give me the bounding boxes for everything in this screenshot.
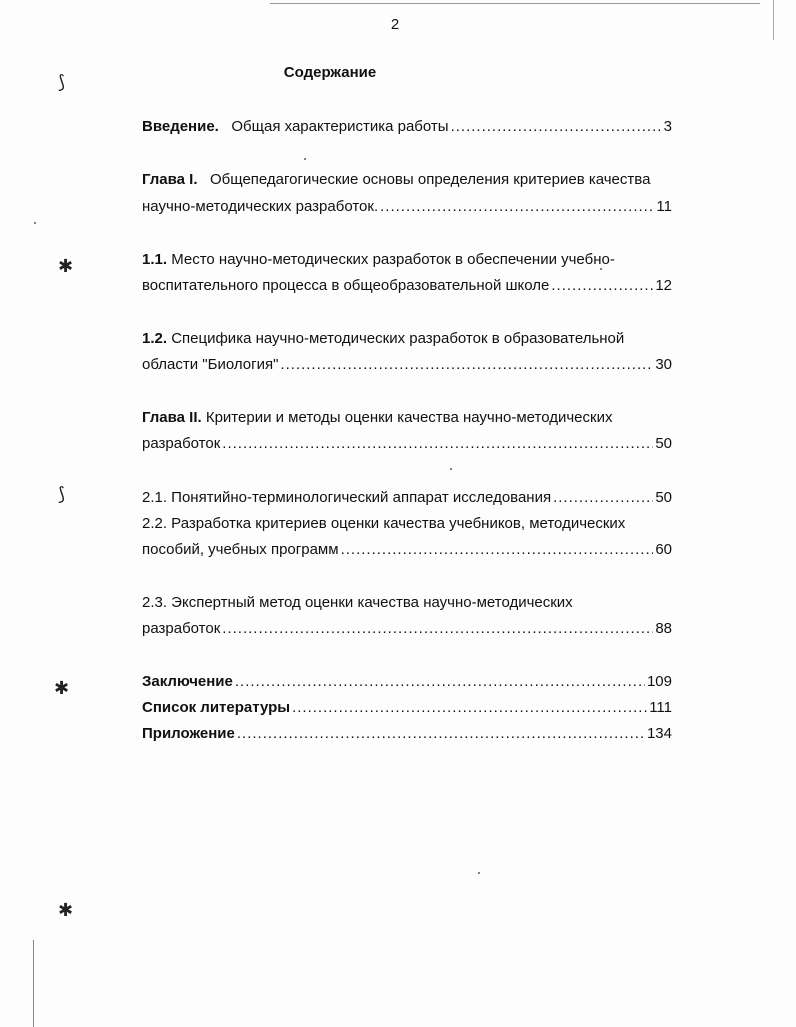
toc-entry-s12-line1 (142, 329, 672, 349)
toc-leader-dots (553, 488, 653, 508)
toc-leader-dots (222, 619, 653, 639)
binding-mark-icon: ✱ (54, 678, 70, 698)
toc-entry-ch2-line2 (142, 434, 672, 454)
toc-s12-label: 1.2. (142, 330, 168, 347)
toc-conclusion-page: 109 (646, 673, 672, 690)
toc-entry-s22-line2 (142, 540, 672, 560)
toc-entry-intro (142, 117, 672, 137)
toc-appendix-label: Приложение (142, 725, 235, 742)
toc-ch1-line1: Общепедагогические основы определения критериев качества (210, 171, 651, 188)
toc-ch1-label: Глава I. (142, 171, 198, 188)
toc-s11-page: 12 (655, 277, 672, 294)
page-title: Содержание (283, 64, 377, 81)
toc-entry-ch1-line2 (142, 197, 672, 217)
toc-leader-dots (451, 117, 662, 137)
toc-leader-dots (235, 672, 645, 692)
toc-ch1-line2: научно-методических разработок. (142, 198, 379, 215)
toc-entry-s12-line2 (142, 355, 672, 375)
toc-references-label: Список литературы (142, 699, 291, 716)
toc-entry-s22-line1 (142, 514, 672, 534)
toc-entry-s23-line1 (142, 593, 672, 613)
binding-mark-icon: ⟆ (58, 72, 66, 92)
toc-ch2-page: 50 (655, 435, 672, 452)
toc-entry-s11-line1 (142, 250, 672, 270)
toc-s12-page: 30 (655, 356, 672, 373)
toc-s12-line2: области "Биология" (142, 356, 279, 373)
binding-mark-icon: ✱ (58, 256, 74, 276)
toc-leader-dots (280, 355, 653, 375)
toc-entry-s23-line2 (142, 619, 672, 639)
toc-leader-dots (551, 276, 653, 296)
toc-ch2-line2: разработок (142, 435, 221, 452)
toc-intro-text: Общая характеристика работы (231, 118, 449, 135)
toc-s23-page: 88 (655, 620, 672, 637)
scan-edge-top (270, 3, 760, 4)
scan-speck (450, 468, 452, 470)
toc-ch2-line1: Критерии и методы оценки качества научно-методических (205, 409, 613, 426)
toc-s22-line1: 2.2. Разработка критериев оценки качества учебников, методических (142, 515, 626, 532)
scan-edge-left (33, 940, 34, 1027)
page-number: 2 (390, 16, 400, 33)
toc-intro-page: 3 (663, 118, 672, 135)
toc-entry-s21 (142, 488, 672, 508)
toc-s12-line1: Специфика научно-методических разработок в образовательной (171, 330, 625, 347)
toc-ch2-label: Глава II. (142, 409, 202, 426)
toc-entry-ch1-line1 (142, 170, 672, 190)
scan-speck (304, 158, 306, 160)
toc-leader-dots (237, 724, 645, 744)
toc-conclusion-label: Заключение (142, 673, 233, 690)
toc-leader-dots (222, 434, 653, 454)
toc-entry-appendix (142, 724, 672, 744)
toc-s11-line2: воспитательного процесса в общеобразовательной школе (142, 277, 550, 294)
toc-entry-ch2-line1 (142, 408, 672, 428)
toc-appendix-page: 134 (646, 725, 672, 742)
toc-leader-dots (380, 197, 654, 217)
toc-ch1-page: 11 (656, 198, 672, 215)
toc-s11-label: 1.1. (142, 251, 168, 268)
toc-leader-dots (341, 540, 654, 560)
binding-mark-icon: ⟆ (58, 484, 66, 504)
toc-leader-dots (292, 698, 647, 718)
scan-speck (478, 872, 480, 874)
toc-s22-page: 60 (655, 541, 672, 558)
toc-s21-page: 50 (655, 489, 672, 506)
toc-entry-conclusion (142, 672, 672, 692)
toc-s11-line1: Место научно-методических разработок в обеспечении учебно- (171, 251, 615, 268)
scan-speck (34, 222, 36, 224)
toc-entry-s11-line2 (142, 276, 672, 296)
scan-edge-right (773, 0, 774, 40)
toc-s22-line2: пособий, учебных программ (142, 541, 339, 558)
toc-intro-label: Введение. (142, 118, 219, 135)
toc-s21-text: 2.1. Понятийно-терминологический аппарат исследования (142, 489, 552, 506)
toc-s23-line1: 2.3. Экспертный метод оценки качества научно-методических (142, 594, 573, 611)
toc-s23-line2: разработок (142, 620, 221, 637)
toc-references-page: 111 (649, 699, 672, 716)
binding-mark-icon: ✱ (58, 900, 74, 920)
toc-entry-references (142, 698, 672, 718)
